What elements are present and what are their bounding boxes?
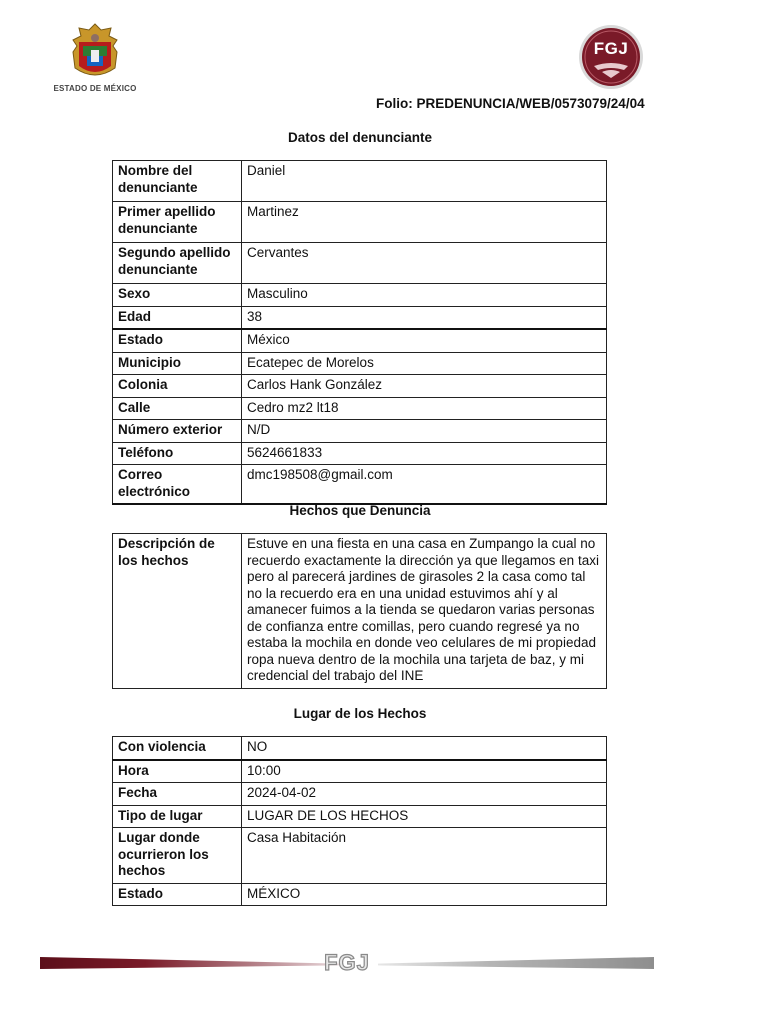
field-label: Primer apellido denunciante	[113, 202, 242, 243]
table-row	[113, 420, 607, 443]
field-label: Número exterior	[113, 420, 242, 443]
section-title-hechos: Hechos que Denuncia	[289, 503, 431, 518]
field-value: 2024-04-02	[242, 783, 607, 806]
estado-de-mexico-logo-text: ESTADO DE MÉXICO	[53, 84, 137, 93]
field-label: Municipio	[113, 352, 242, 375]
field-value: Masculino	[242, 284, 607, 307]
section-title-denunciante: Datos del denunciante	[287, 130, 433, 145]
table-row	[113, 883, 607, 906]
footer-gray-bar	[378, 957, 654, 969]
table-row	[113, 284, 607, 307]
field-label: Tipo de lugar	[113, 805, 242, 828]
field-value: dmc198508@gmail.com	[242, 465, 607, 505]
field-value: 5624661833	[242, 442, 607, 465]
field-label: Estado	[113, 329, 242, 352]
hechos-table	[112, 533, 607, 689]
field-value: 38	[242, 306, 607, 329]
field-value: Casa Habitación	[242, 828, 607, 884]
table-row	[113, 442, 607, 465]
field-value: México	[242, 329, 607, 352]
field-value: N/D	[242, 420, 607, 443]
table-row	[113, 737, 607, 760]
table-row	[113, 760, 607, 783]
field-value: 10:00	[242, 760, 607, 783]
field-label: Con violencia	[113, 737, 242, 760]
lugar-table	[112, 736, 607, 906]
estado-de-mexico-logo	[50, 22, 140, 94]
table-row	[113, 783, 607, 806]
table-row	[113, 828, 607, 884]
section-title-lugar: Lugar de los Hechos	[293, 706, 427, 721]
denunciante-table	[112, 160, 607, 505]
field-label: Correo electrónico	[113, 465, 242, 505]
field-value: LUGAR DE LOS HECHOS	[242, 805, 607, 828]
fgj-logo	[578, 24, 644, 90]
table-row	[113, 352, 607, 375]
field-label: Edad	[113, 306, 242, 329]
field-value: Carlos Hank González	[242, 375, 607, 398]
table-row	[113, 243, 607, 284]
field-label: Sexo	[113, 284, 242, 307]
table-row	[113, 161, 607, 202]
table-row	[113, 805, 607, 828]
field-label: Descripción de los hechos	[113, 534, 242, 689]
field-value: Martinez	[242, 202, 607, 243]
folio-number: Folio: PREDENUNCIA/WEB/0573079/24/04	[376, 96, 645, 111]
table-row	[113, 375, 607, 398]
field-label: Teléfono	[113, 442, 242, 465]
table-row	[113, 202, 607, 243]
field-label: Segundo apellido denunciante	[113, 243, 242, 284]
field-value: NO	[242, 737, 607, 760]
table-row	[113, 397, 607, 420]
footer-banner	[38, 946, 658, 986]
field-label: Estado	[113, 883, 242, 906]
field-value: Daniel	[242, 161, 607, 202]
field-value: Cedro mz2 lt18	[242, 397, 607, 420]
field-label: Hora	[113, 760, 242, 783]
table-row	[113, 534, 607, 689]
table-row	[113, 329, 607, 352]
fgj-logo-text: FGJ	[593, 39, 629, 58]
field-label: Fecha	[113, 783, 242, 806]
field-label: Colonia	[113, 375, 242, 398]
field-label: Nombre del denunciante	[113, 161, 242, 202]
field-value: Ecatepec de Morelos	[242, 352, 607, 375]
field-label: Lugar donde ocurrieron los hechos	[113, 828, 242, 884]
field-label: Calle	[113, 397, 242, 420]
field-value: Cervantes	[242, 243, 607, 284]
table-row	[113, 465, 607, 505]
footer-fgj-logo: FGJ	[324, 950, 370, 975]
footer-maroon-bar	[40, 957, 340, 969]
field-value: MÉXICO	[242, 883, 607, 906]
coat-of-arms-icon	[67, 22, 123, 80]
hechos-description: Estuve en una fiesta en una casa en Zumpango la cual no recuerdo exactamente la dirección ya que llegamos en taxi pero al parecerá jardines de girasoles 2 la casa como tal no la recuerdo era en una unidad estuvimos ahí y al amanecer fuimos a la tienda se quedaron varias personas de confianza entre comillas, pero cuando regresé ya no estaba la mochila en donde veo celulares de mi propiedad ropa nueva dentro de la mochila una tarjeta de baz, y mi credencial del trabajo del INE	[242, 534, 607, 689]
table-row	[113, 306, 607, 329]
